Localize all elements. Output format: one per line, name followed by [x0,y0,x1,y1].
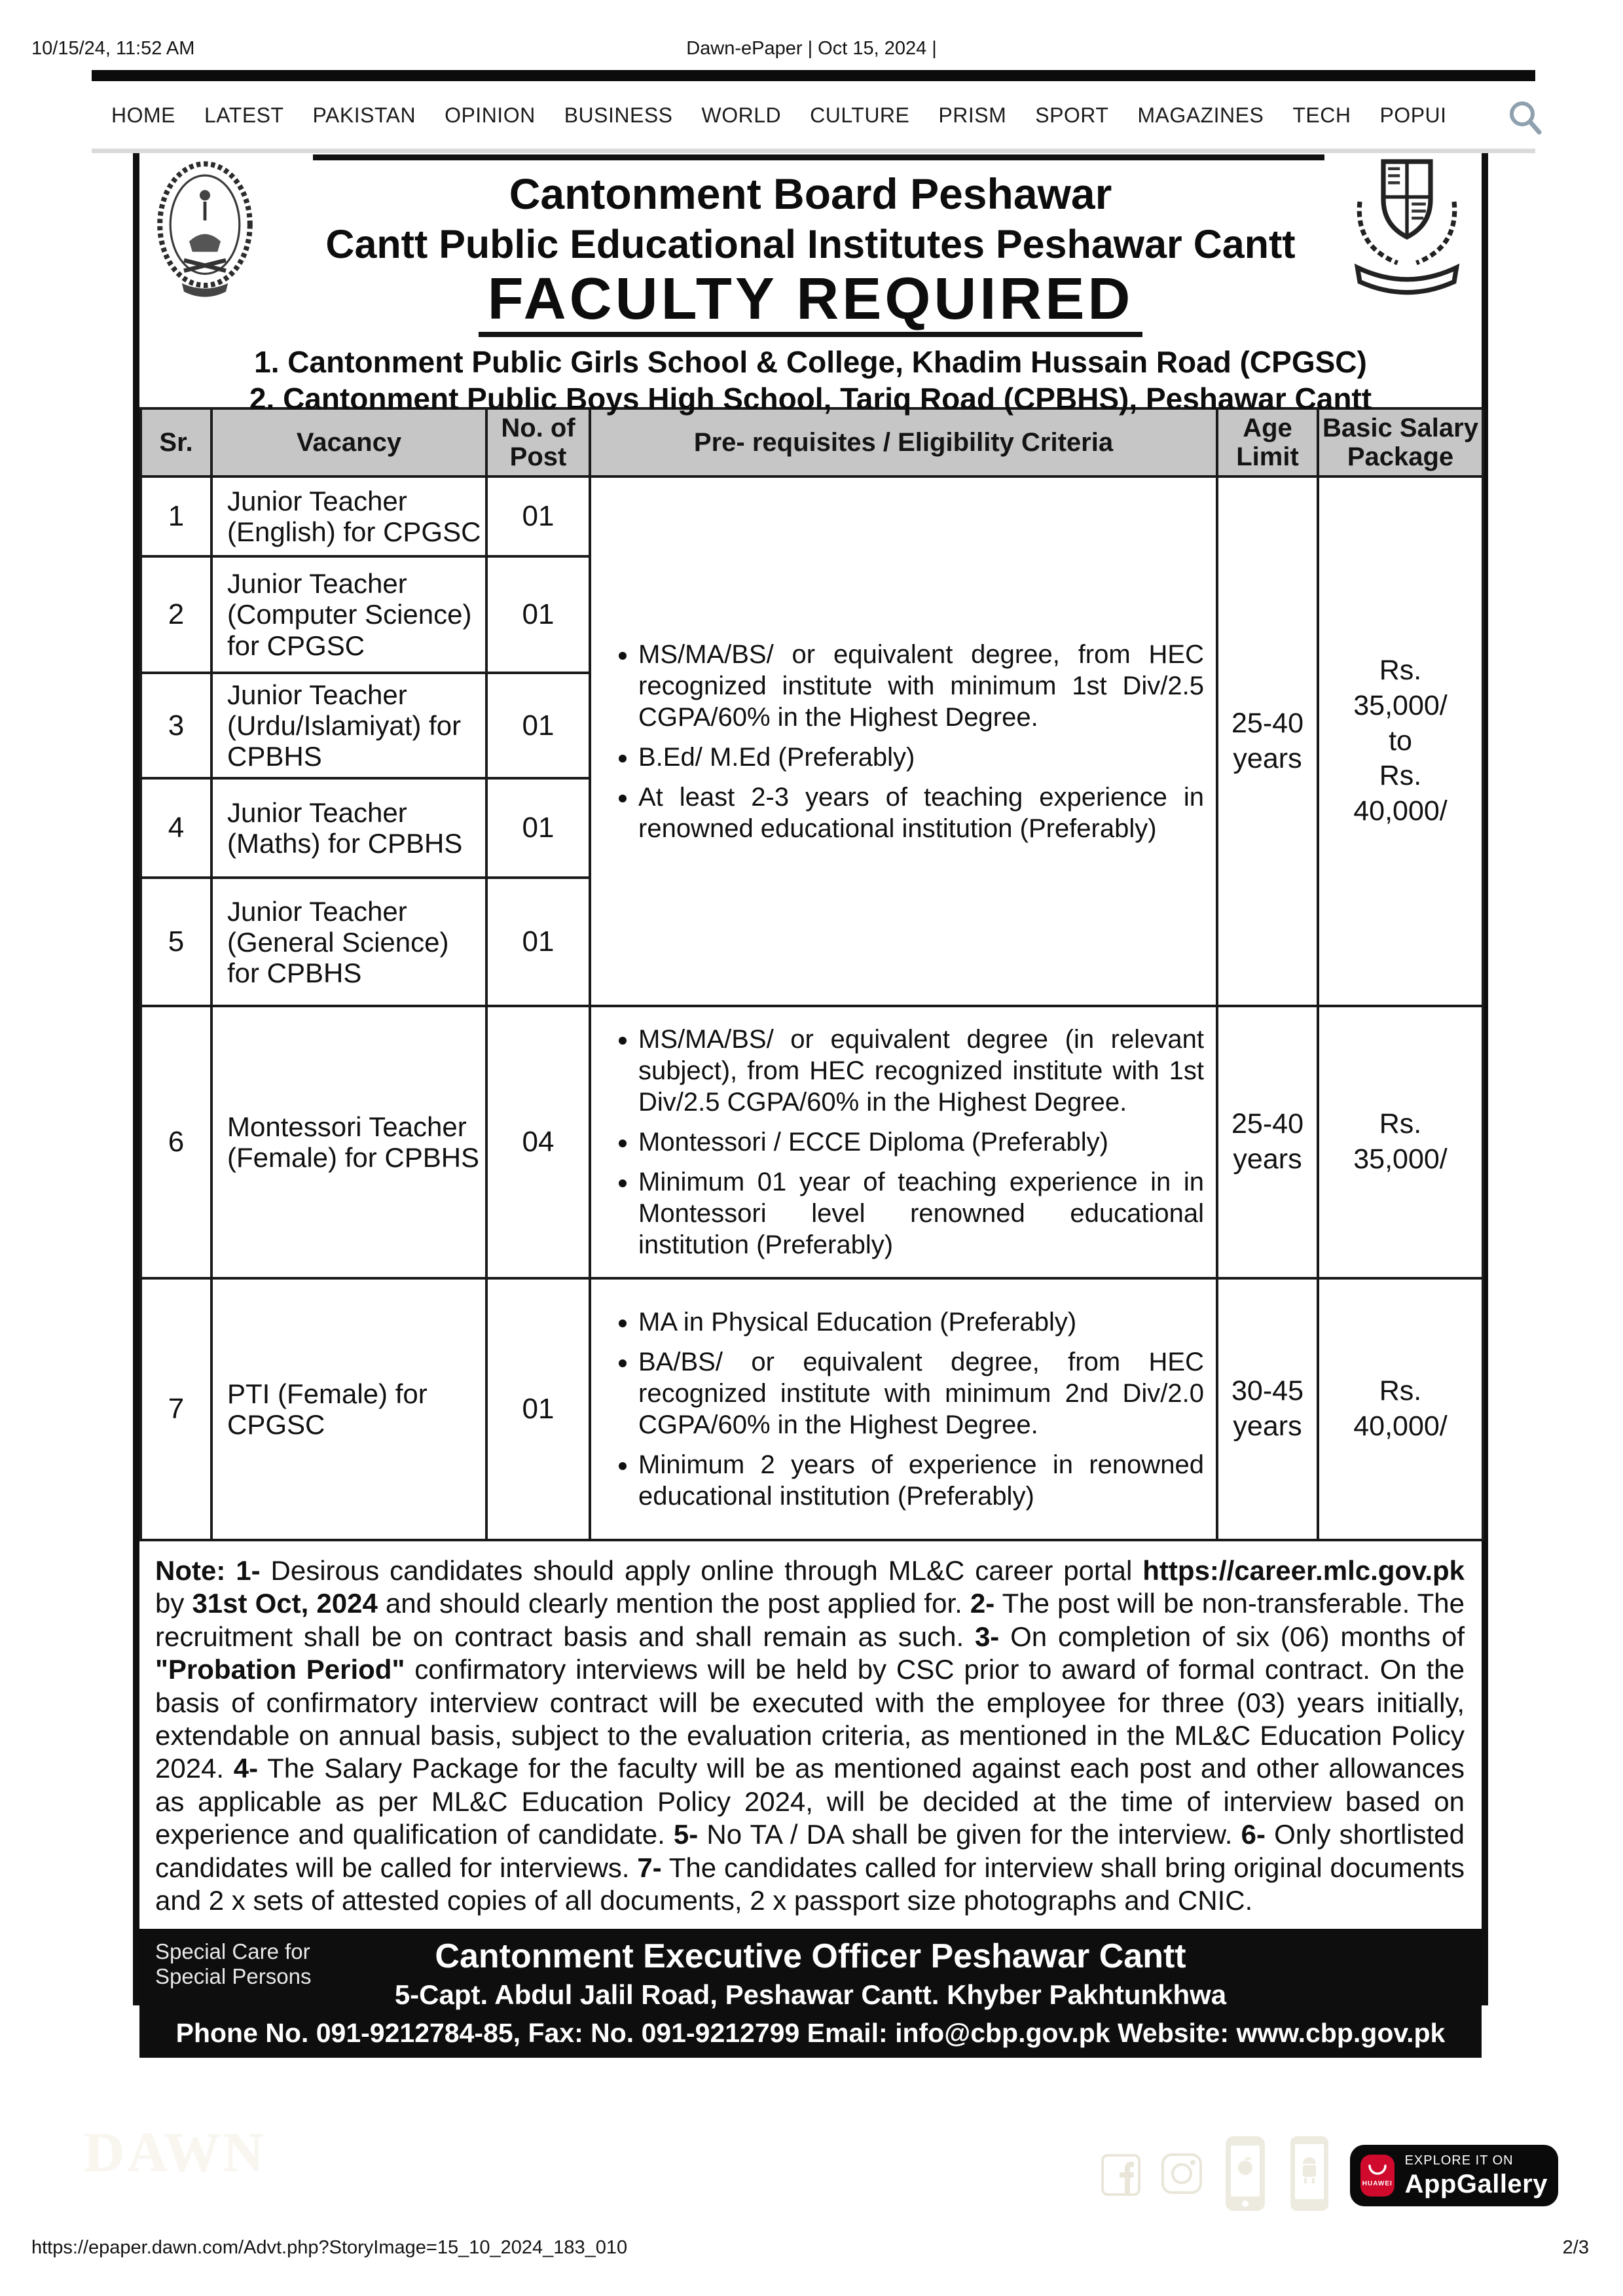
nav-item-latest[interactable]: LATEST [204,103,284,127]
huawei-appgallery-badge[interactable] [1350,2145,1558,2206]
criteria-item: • Minimum 2 years of experience in renowned educational institution (Preferably) [638,1449,1204,1512]
criteria-item: • MS/MA/BS/ or equivalent degree, from HEC recognized institute with minimum 1st Div/2.5 CGPA/60% in the Highest Degree. [638,639,1204,733]
note-segment: 5- [673,1819,699,1850]
age-row-7 [1217,1278,1318,1540]
age-row-6 [1217,1006,1318,1278]
salary-line: Rs. [1379,760,1422,792]
row-sr: 1 [141,476,211,556]
ad-headline: FACULTY REQUIRED [479,268,1143,337]
salary-line: 35,000/ [1353,689,1448,721]
age-line: years [1233,1143,1302,1175]
table-header-row [141,408,1483,476]
salary-group-a [1318,476,1483,1006]
salary-line: 40,000/ [1353,1410,1448,1443]
criteria-item: • At least 2-3 years of teaching experience in renowned educational institution (Preferably) [638,781,1204,844]
note-segment: and should clearly mention the post applied for. [377,1588,970,1619]
table-row [141,1006,1483,1278]
row-vacancy: Junior Teacher (English) for CPGSC [211,476,486,556]
col-header-age: Age Limit [1217,408,1318,476]
row-vacancy: Montessori Teacher (Female) for CPBHS [211,1006,486,1278]
col-header-salary: Basic Salary Package [1318,408,1483,476]
nav-item-opinion[interactable]: OPINION [445,103,536,127]
table-row [141,1278,1483,1540]
bottom-icon-row [1100,2135,1558,2215]
note-segment: "Probation Period" [155,1654,405,1685]
print-footer-page: 2/3 [1562,2237,1589,2258]
facebook-icon[interactable] [1100,2149,1142,2202]
special-care-line: Special Persons [155,1964,312,1989]
dawn-watermark-logo: DAWN [84,2121,266,2183]
row-posts: 01 [486,778,590,878]
row-vacancy: Junior Teacher (Computer Science) for CPGSC [211,556,486,673]
school-line-2: 2. Cantonment Public Boys High School, Tariq Road (CPBHS), Peshawar Cantt [249,381,1372,416]
note-segment: No TA / DA shall be given for the interview. [698,1819,1241,1850]
criteria-row-7 [590,1278,1217,1540]
school-crest-icon [1348,154,1466,312]
nav-item-sport[interactable]: SPORT [1035,103,1109,127]
row-posts: 04 [486,1006,590,1278]
note-segment: 3- [974,1621,1000,1652]
age-line: years [1233,742,1302,774]
salary-line: Rs. [1379,1375,1422,1407]
ad-footer-officer: Cantonment Executive Officer Peshawar Cantt [435,1937,1186,1976]
row-posts: 01 [486,1278,590,1540]
special-care-line: Special Care for [155,1939,310,1964]
row-sr: 6 [141,1006,211,1278]
salary-line: Rs. [1379,1108,1422,1140]
col-header-criteria: Pre- requisites / Eligibility Criteria [590,408,1217,476]
ad-footer [139,1929,1482,2058]
note-deadline: 31st Oct, 2024 [192,1588,378,1619]
nav-item-home[interactable]: HOME [111,103,175,127]
note-segment: The Salary Package for the faculty will be as mentioned against each post and other allowances as applicable as per ML&C Education Policy 2024, will be decided at the time of interview based on experience and qualification of candidate. [155,1753,1465,1850]
salary-line: to [1389,725,1412,757]
note-segment: 4- [233,1753,259,1784]
criteria-item: • BA/BS/ or equivalent degree, from HEC recognized institute with minimum 2nd Div/2.0 CGPA/60% in the Highest Degree. [638,1346,1204,1441]
col-header-sr: Sr. [141,408,211,476]
salary-row-7 [1318,1278,1483,1540]
row-vacancy: Junior Teacher (General Science) for CPBHS [211,878,486,1006]
special-care-label [155,1939,311,1989]
criteria-group-a [590,476,1217,1006]
note-segment: On completion of six (06) months of [999,1621,1465,1652]
nav-item-world[interactable]: WORLD [701,103,782,127]
advertisement [133,153,1488,2048]
ad-org-subtitle: Cantt Public Educational Institutes Peshawar Cantt [325,222,1296,266]
note-segment: 2- [970,1588,995,1619]
huawei-appgallery-icon [1360,2155,1395,2197]
school-list [139,344,1482,417]
row-vacancy: Junior Teacher (Maths) for CPBHS [211,778,486,878]
note-link-text: https://career.mlc.gov.pk [1142,1555,1465,1587]
nav-item-pakistan[interactable]: PAKISTAN [312,103,416,127]
row-vacancy: Junior Teacher (Urdu/Islamiyat) for CPBHS [211,673,486,778]
badge-text [1405,2154,1548,2197]
nav-item-magazines[interactable]: MAGAZINES [1137,103,1264,127]
criteria-item: • Minimum 01 year of teaching experience in in Montessori level renowned educational institution (Preferably) [638,1166,1204,1261]
nav-item-business[interactable]: BUSINESS [564,103,673,127]
print-header-datetime: 10/15/24, 11:52 AM [31,38,195,59]
badge-explore-label: EXPLORE IT ON [1404,2153,1514,2168]
note-segment: The post will be non-transferable. The recruitment shall be on contract basis and shall remain as such. [155,1588,1465,1652]
note-segment: confirmatory interviews will be held by CSC prior to award of formal contract. On the basis of confirmatory interview contract will be executed with the employee for three (03) years initially, extendable on annual basis, subject to the evaluation criteria, as mentioned in the ML&C Education Policy 2024. [155,1654,1465,1784]
col-header-vacancy: Vacancy [211,408,486,476]
note-text [139,1541,1482,1924]
col-header-posts: No. of Post [486,408,590,476]
huawei-label: HUAWEI [1362,2180,1393,2187]
note-segment: Only shortlisted candidates will be called for interviews. [155,1819,1465,1883]
note-segment: Note: 1- [155,1555,261,1587]
age-line: 25-40 [1231,707,1304,739]
row-sr: 5 [141,878,211,1006]
note-segment: by [155,1588,192,1619]
row-sr: 2 [141,556,211,673]
cantonment-board-emblem-icon [153,160,257,331]
row-sr: 7 [141,1278,211,1540]
criteria-row-6 [590,1006,1217,1278]
main-nav [111,98,1447,132]
top-divider-bar [92,70,1535,81]
search-icon[interactable] [1508,99,1544,136]
nav-item-tech[interactable]: TECH [1292,103,1351,127]
android-app-icon[interactable] [1287,2135,1332,2215]
criteria-item: • Montessori / ECCE Diploma (Preferably) [638,1126,1204,1158]
nav-item-popular[interactable]: POPUI [1379,103,1447,127]
note-segment: 6- [1241,1819,1266,1850]
row-posts: 01 [486,556,590,673]
ad-top-edge [92,149,1535,153]
nav-item-prism[interactable]: PRISM [938,103,1007,127]
row-sr: 3 [141,673,211,778]
table-row [141,476,1483,556]
salary-line: 35,000/ [1353,1143,1448,1175]
criteria-item: • MS/MA/BS/ or equivalent degree (in relevant subject), from HEC recognized institute with 1st Div/2.5 CGPA/60% in the Highest Degree. [638,1024,1204,1118]
age-group-a [1217,476,1318,1006]
ad-footer-contact: Phone No. 091-9212784-85, Fax: No. 091-9212799 Email: info@cbp.gov.pk Website: www.cbp.gov.pk [175,2017,1446,2048]
salary-line: Rs. [1379,655,1422,687]
age-line: years [1233,1410,1302,1443]
row-posts: 01 [486,476,590,556]
ad-org-title: Cantonment Board Peshawar [509,170,1112,218]
nav-item-culture[interactable]: CULTURE [810,103,910,127]
ad-footer-address: 5-Capt. Abdul Jalil Road, Peshawar Cantt. Khyber Pakhtunkhwa [394,1979,1227,2010]
note-segment: Desirous candidates should apply online through ML&C career portal [260,1555,1143,1587]
criteria-item: • B.Ed/ M.Ed (Preferably) [638,742,1204,773]
print-header-title: Dawn-ePaper | Oct 15, 2024 | [686,38,937,59]
salary-row-6 [1318,1006,1483,1278]
row-posts: 01 [486,878,590,1006]
vacancy-table [139,407,1484,1541]
school-line-1: 1. Cantonment Public Girls School & College, Khadim Hussain Road (CPGSC) [254,344,1367,379]
print-footer-url: https://epaper.dawn.com/Advt.php?StoryImage=15_10_2024_183_010 [31,2237,628,2258]
iphone-app-icon[interactable] [1222,2135,1269,2215]
row-sr: 4 [141,778,211,878]
age-line: 30-45 [1231,1375,1304,1407]
note-segment: The candidates called for interview shall bring original documents and 2 x sets of attested copies of all documents, 2 x passport size photographs and CNIC. [155,1852,1465,1916]
instagram-icon[interactable] [1160,2152,1203,2198]
row-vacancy: PTI (Female) for CPGSC [211,1278,486,1540]
salary-line: 40,000/ [1353,795,1448,827]
row-posts: 01 [486,673,590,778]
age-line: 25-40 [1231,1108,1304,1140]
note-segment: 7- [637,1852,662,1883]
badge-gallery-label: AppGallery [1404,2169,1548,2198]
ad-header [139,153,1482,416]
criteria-item: • MA in Physical Education (Preferably) [638,1306,1204,1338]
